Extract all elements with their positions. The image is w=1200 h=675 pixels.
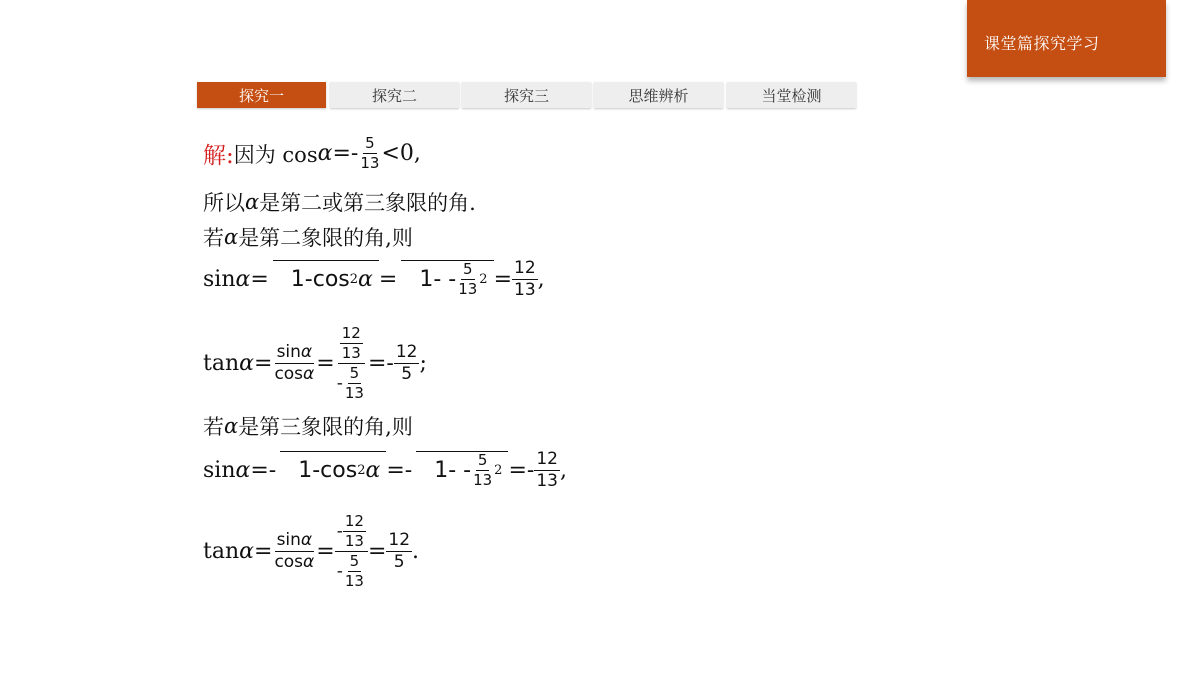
- tab-class-test[interactable]: 当堂检测: [727, 82, 856, 108]
- sqrt-expression: 1-cos 2 α: [269, 256, 379, 302]
- tab-explore-1[interactable]: 探究一: [197, 82, 326, 108]
- case3-sin-formula: sin α =- 1-cos 2 α =- 1- - $\frac{5}{13}$ 2 =- $\frac{12}{13}$ ,: [203, 447, 567, 493]
- compound-fraction: - $\frac{12}{13}$ - $\frac{5}{13}$: [335, 514, 368, 589]
- sqrt-expression: 1- - $\frac{5}{13}$ 2: [412, 447, 508, 493]
- tab-thinking-analysis[interactable]: 思维辨析: [594, 82, 723, 108]
- fraction: $\frac{\sin\alpha}{\cos\alpha}$: [274, 342, 315, 384]
- case2-tan-formula: tan α = $\frac{\sin\alpha}{\cos\alpha}$ = $\frac{12}{13}$ - $\frac{5}{13}$ =- $\frac{12}{5}$ ;: [203, 324, 427, 402]
- solution-line-6: 若 α 是第三象限的角,则: [203, 414, 413, 439]
- case2-sin-formula: sin α = 1-cos 2 α = 1- - $\frac{5}{13}$ 2 = $\frac{12}{13}$ ,: [203, 256, 545, 302]
- fraction: $\frac{12}{13}$: [536, 448, 558, 491]
- fraction: $\frac{12}{5}$: [388, 530, 411, 572]
- tab-explore-3[interactable]: 探究三: [462, 82, 591, 108]
- section-title: 课堂篇探究学习: [984, 34, 1100, 53]
- tab-explore-2[interactable]: 探究二: [330, 82, 459, 108]
- solution-line-1: 解: 因为 cos α =- $\frac{5}{13}$ <0,: [203, 134, 421, 172]
- sqrt-expression: 1- - $\frac{5}{13}$ 2: [397, 256, 493, 302]
- fraction: $\frac{12}{5}$: [395, 342, 418, 384]
- solution-line-3: 若 α 是第二象限的角,则: [203, 225, 413, 250]
- solution-label: 解:: [203, 143, 234, 169]
- solution-line-2: 所以 α 是第二或第三象限的角.: [203, 190, 476, 215]
- section-banner: [967, 0, 1166, 77]
- sqrt-expression: 1-cos 2 α: [276, 447, 386, 493]
- fraction: $\frac{\sin\alpha}{\cos\alpha}$: [274, 530, 315, 572]
- case3-tan-formula: tan α = $\frac{\sin\alpha}{\cos\alpha}$ = - $\frac{12}{13}$ - $\frac{5}{13}$ = $\frac{12}{5}$ .: [203, 512, 420, 590]
- fraction: $\frac{12}{13}$: [514, 257, 536, 300]
- compound-fraction: $\frac{12}{13}$ - $\frac{5}{13}$: [336, 324, 364, 402]
- fraction: $\frac{5}{13}$: [360, 134, 380, 172]
